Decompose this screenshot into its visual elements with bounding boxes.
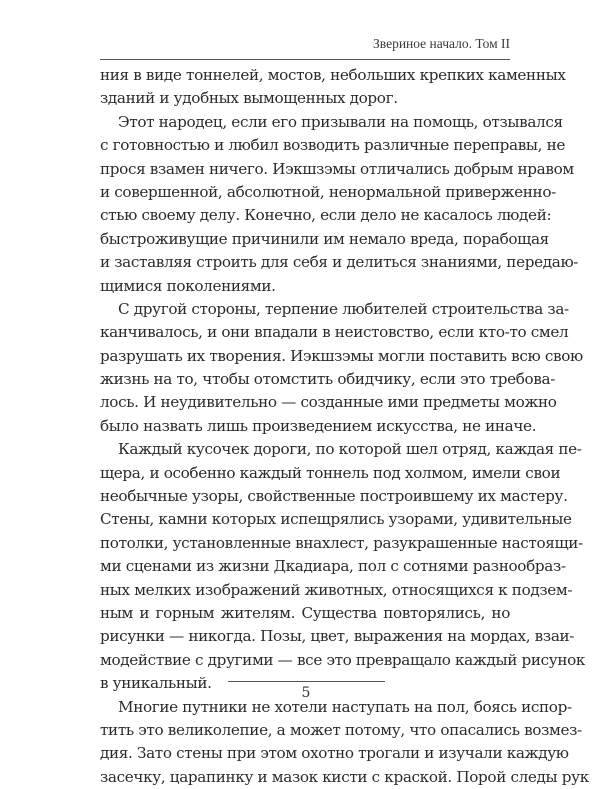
text-line: Каждый кусочек дороги, по которой шел отряд, каждая пе- <box>118 440 582 459</box>
text-line: рисунки — никогда. Позы, цвет, выражения на мордах, взаи- <box>100 627 575 646</box>
text-line: С другой стороны, терпение любителей строительства за- <box>118 299 569 318</box>
text-line: дия. Зато стены при этом охотно трогали и изучали каждую <box>100 744 569 763</box>
text-line: разрушать их творения. Иэкшзэмы могли поставить всю свою <box>100 346 583 365</box>
text-line: зданий и удобных вымощенных дорог. <box>100 89 398 108</box>
text-line: Этот народец, если его призывали на помощь, отзывался <box>118 112 563 131</box>
running-head: Звериное начало. Том II <box>373 36 510 51</box>
paragraph <box>100 111 579 298</box>
text-line: стью своему делу. Конечно, если дело не касалось людей: <box>100 206 552 225</box>
text-line: в уникальный. <box>100 674 212 693</box>
text-line: Стены, камни которых испещрялись узорами, удивительные <box>100 510 572 529</box>
text-line: потолки, установленные внахлест, разукрашенные настоящи- <box>100 533 583 552</box>
text-line: канчивалось, и они впадали в неистовство, если кто-то смел <box>100 323 569 342</box>
text-line: лось. И неудивительно — созданные ими предметы можно <box>100 393 557 412</box>
paragraph <box>100 64 566 111</box>
text-line: прося взамен ничего. Иэкшзэмы отличались добрым нравом <box>100 159 574 178</box>
text-line: Многие путники не хотели наступать на пол, боясь испор- <box>118 697 572 716</box>
text-line: было назвать лишь произведением искусства, не иначе. <box>100 416 537 435</box>
text-line: быстроживущие причинили им немало вреда, порабощая <box>100 229 549 248</box>
text-line: щера, и особенно каждый тоннель под холмом, имели свои <box>100 463 561 482</box>
text-line: жизнь на то, чтобы отомстить обидчику, если это требова- <box>100 370 555 389</box>
text-line: необычные узоры, свойственные построившему их мастеру. <box>100 487 568 506</box>
text-line: ми сценами из жизни Дкадиара, пол с сотнями разнообраз- <box>100 557 566 576</box>
header-divider <box>100 59 510 60</box>
text-line: ных мелких изображений животных, относящихся к подзем- <box>100 580 573 599</box>
paragraph <box>100 438 586 695</box>
text-line: модействие с другими — все это превращало каждый рисунок <box>100 650 586 669</box>
text-line: засечку, царапинку и мазок кисти с краской. Порой следы рук <box>100 767 589 786</box>
footer-divider <box>228 681 385 682</box>
text-line: тить это великолепие, а может потому, что опасались возмез- <box>100 720 582 739</box>
paragraph <box>100 298 583 438</box>
page-number: 5 <box>301 685 311 701</box>
text-line: ным и горным жителям. Существа повторялись, но <box>100 603 510 622</box>
text-line: и совершенной, абсолютной, ненормальной приверженно- <box>100 182 556 201</box>
text-line: щимися поколениями. <box>100 276 276 295</box>
text-line: и заставляя строить для себя и делиться знаниями, передаю- <box>100 253 579 272</box>
paragraph <box>100 696 589 789</box>
text-line: ния в виде тоннелей, мостов, небольших крепких каменных <box>100 66 566 84</box>
text-line: с готовностью и любил возводить различные переправы, не <box>100 136 566 155</box>
